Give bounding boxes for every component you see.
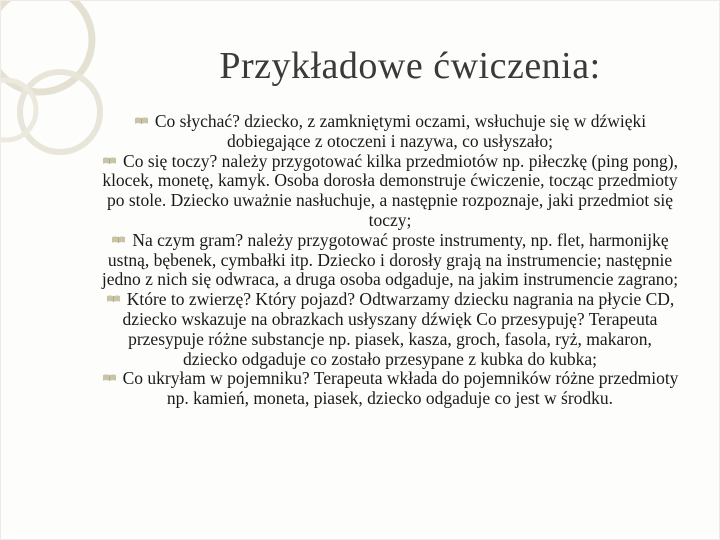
open-book-bullet-icon xyxy=(106,294,121,303)
list-item-text: Na czym gram? należy przygotować proste instrumenty, np. flet, harmonijkę ustną, bębenek, cymbałki itp. Dziecko i dorosły grają na instrumencie; następnie jedno z nich się odwraca, a druga osoba odgaduje, na jakim instrumencie zagrano; xyxy=(101,229,679,290)
list-item-text: Co słychać? dziecko, z zamkniętymi oczami, wsłuchuje się w dźwięki dobiegające z otoczeni i nazywa, co usłyszało; xyxy=(154,111,647,151)
exercise-list xyxy=(100,112,680,409)
list-item xyxy=(100,231,680,290)
list-item xyxy=(100,369,680,409)
list-item-text: Co ukryłam w pojemniku? Terapeuta wkłada do pojemników różne przedmioty np. kamień, moneta, piasek, dziecko odgaduje co jest w środku. xyxy=(122,368,679,409)
slide-title: Przykładowe ćwiczenia: xyxy=(219,45,601,87)
open-book-bullet-icon xyxy=(111,235,126,244)
list-item-text: Co się toczy? należy przygotować kilka przedmiotów np. piłeczkę (ping pong), klocek, monetę, kamyk. Osoba dorosła demonstruje ćwiczenie, tocząc przedmioty po stole. Dziecko uważnie nasłuchuje, a następnie rozpoznaje, jaki przedmiot się toczy; xyxy=(102,150,678,230)
open-book-bullet-icon xyxy=(102,373,117,382)
open-book-bullet-icon xyxy=(134,116,149,125)
open-book-bullet-icon xyxy=(102,156,117,165)
list-item-text: Które to zwierzę? Który pojazd? Odtwarzamy dziecku nagrania na płycie CD, dziecko wskazuje na obrazkach usłyszany dźwięk Co przesypuję? Terapeuta przesypuje różne substancje np. piasek, kasza, groch, fasola, ryż, makaron, dziecko odgaduje co zostało przesypane z kubka do kubka; xyxy=(122,289,675,369)
list-item xyxy=(100,290,680,369)
list-item xyxy=(100,112,680,152)
list-item xyxy=(100,152,680,231)
